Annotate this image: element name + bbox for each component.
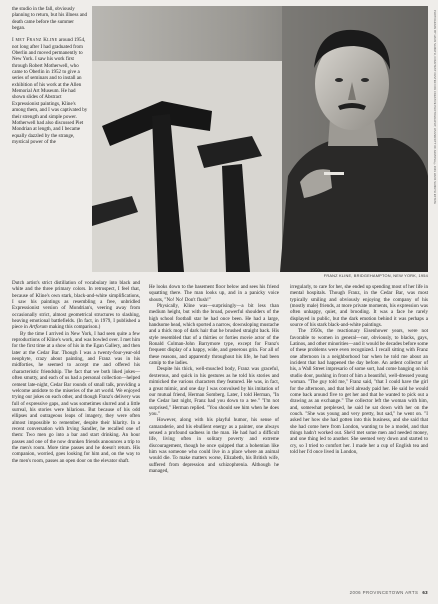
column-3-paragraph-2: The 1950s, the reactionary Eisenhower years, were not favorable to women in general—nor, obviously, to blacks, gays, Latinos, and other minorities—and it would be decades before some of these problems were even recognized. I recall sitting with Franz one afternoon in a neighborhood bar when he told me about an incident that had happened the day before. An ardent collector of his, a Wall Street impresario of some sort, had come banging on his studio door, pushing in front of him a beautiful, well-dressed young woman. "The guy told me," Franz said, "that I could have the girl for the afternoon, and that he'd already paid her. He said he would come back around five to get her and that he wanted to pick out a drawing as an exchange." The collector left the woman with him, and, somewhat perplexed, he said he sat down with her on the couch. "She was young and very pretty, but sad," he went on. "I asked her how she had gotten into this business, and she said that she had come here from London, wanting to be a model, and that things hadn't worked out. She'd met some men and needed money, and one thing led to another. She seemed very down and started to cry, so I tried to comfort her. I made her a cup of English tea and told her I'd once lived in London, bbox=[290, 328, 428, 455]
photo-credit: PHOTOGRAPH BY HANS NAMUTH, COURTESY CENTER FOR CREATIVE PHOTOGRAPHY, UNIVERSITY OF ARIZONA ©1991 HANS NAMUTH ESTATE bbox=[433, 10, 436, 205]
intro-column bbox=[12, 6, 88, 145]
body-column-3 bbox=[290, 284, 428, 455]
column-2-paragraph-1: He looks down to the basement floor below and sees his friend squatting there. The man looks up, and in a panicky voice shouts, "No! No! Don't flush!" bbox=[149, 284, 279, 303]
column-3-paragraph-1: irregularly, to care for her, she ended up spending most of her life in mental hospitals. Though Franz, in the Cedar Bar, was most typically smiling and obviously enjoying the company of his (mostly male) friends, at more private moments, his expression was often unhappy, quiet, and brooding. It was a face he rarely displayed in public, but the dark emotion behind it was perhaps a source of his stark black-and-white paintings. bbox=[290, 284, 428, 329]
drop-lead: I met Franz Kline bbox=[12, 37, 58, 44]
magazine-title: Artforum bbox=[29, 324, 48, 331]
column-2-paragraph-4: However, along with his playful humor, his sense of camaraderie, and his ebullient energy as a painter, one always sensed a profound sadness in the man. He had had a difficult life, living often in solitary poverty and extreme discouragement, though he once quipped that a bohemian like him was someone who could live in a place where an animal would die. To make matters worse, Elizabeth, his British wife, suffered from depression and schizophrenia. Although he managed, bbox=[149, 417, 279, 474]
body-column-2 bbox=[149, 284, 279, 474]
page-number: 63 bbox=[422, 590, 428, 595]
publication-name: 2006 PROVINCETOWN ARTS bbox=[349, 590, 419, 595]
column-1-paragraph-1: Dutch artist's strict distillation of vocabulary into black and white and the three primary colors. In retrospect, I feel that, because of Kline's own stark, black-and-white simplifications, I saw his paintings as resembling a free, unbridled Expressionist version of Mondrian's, veering away from occasionally strict, almost geometrical structures to slashing, heaving emotional battlefields. (In fact, in 1979, I published a piece in Artforum making this comparison.) bbox=[12, 280, 140, 331]
intro-paragraph-2-text: around 1954, not long after I had graduated from Oberlin and moved permanently to New York. I saw his work first through Robert Motherwell, who came to Oberlin in 1952 to give a series of seminars and to install an exhibition of his work at the Allen Memorial Art Museum. He had shown slides of Abstract Expressionist paintings, Kline's among them, and I was captivated by their strength and simple power. Motherwell had also discussed Piet Mondrian at length, and I became equally dazzled by the strange, mystical power of the bbox=[12, 37, 88, 145]
intro-paragraph-2 bbox=[12, 37, 88, 145]
column-1-paragraph-2: By the time I arrived in New York, I had seen quite a few reproductions of Kline's work, and was bowled over. I met him for the first time at a show of his in the Egan Gallery, and then later at the Cedar Bar. Though I was a twenty-four-year-old neophyte, crazy about painting, and Franz was in his midforties, he seemed to accept me and offered his characteristic friendship. The fact that we both liked jokes—often smutty, and each of us had a personal collection—helped cement late-night, Cedar Bar rounds of small talk, providing a welcome antidote to the miseries of the art world. We enjoyed trying our jokes on each other, and though Franz's delivery was full of expressive gaps, and was sometimes slurred and a little surreal, his stories were hilarious. But because of his odd ellipses and outrageous leaps of imagery, they were often almost impossible to remember, despite their hilarity. In a recent conversation with Irving Sandler, he recalled one of them: Two men go into a bar and start drinking. An hour passes and one of the now drunken friends announces a trip to the men's room. More time passes and he doesn't return. His companion, worried, goes looking for him and, on the way to the men's room, passes an open door on the elevator shaft. bbox=[12, 330, 140, 464]
portrait-photo bbox=[92, 6, 428, 272]
intro-paragraph-1: the studio in the fall, obviously planning to return, but his illness and death came before the summer began. bbox=[12, 6, 87, 32]
column-2-paragraph-3: Despite his thick, well-muscled body, Franz was graceful, dexterous, and quick in his gestures as he told his stories and mimicked the various characters they featured. He was, in fact, a great mimic, and one day I was convulsed by his imitation of our mutual friend, Herman Somberg. Later, I told Herman, "In the Cedar last night, Franz had you down to a tee." "I'm not surprised," Herman replied. "You should see him when he does you." bbox=[149, 366, 279, 417]
page-footer bbox=[300, 590, 428, 595]
photo-caption: FRANZ KLINE, BRIDGEHAMPTON, NEW YORK, 1954 bbox=[323, 273, 428, 278]
body-column-1 bbox=[12, 280, 140, 464]
column-2-paragraph-2: Physically, Kline was—surprisingly—a bit less than medium height, but with the broad, powerful shoulders of the high school football star he had once been. He had a large, handsome head, which sported a narrow, downsloping mustache and a thick mop of dark hair that he brushed straight back. His style resembled that of a thirties or forties movie actor of the Ronald Colman-John Barrymore type, except for Franz's frequent display of a happy, wide, and generous grin. For all of these reasons, and apparently throughout his life, he had been catnip to the ladies. bbox=[149, 303, 279, 367]
photo-illustration bbox=[92, 6, 428, 272]
